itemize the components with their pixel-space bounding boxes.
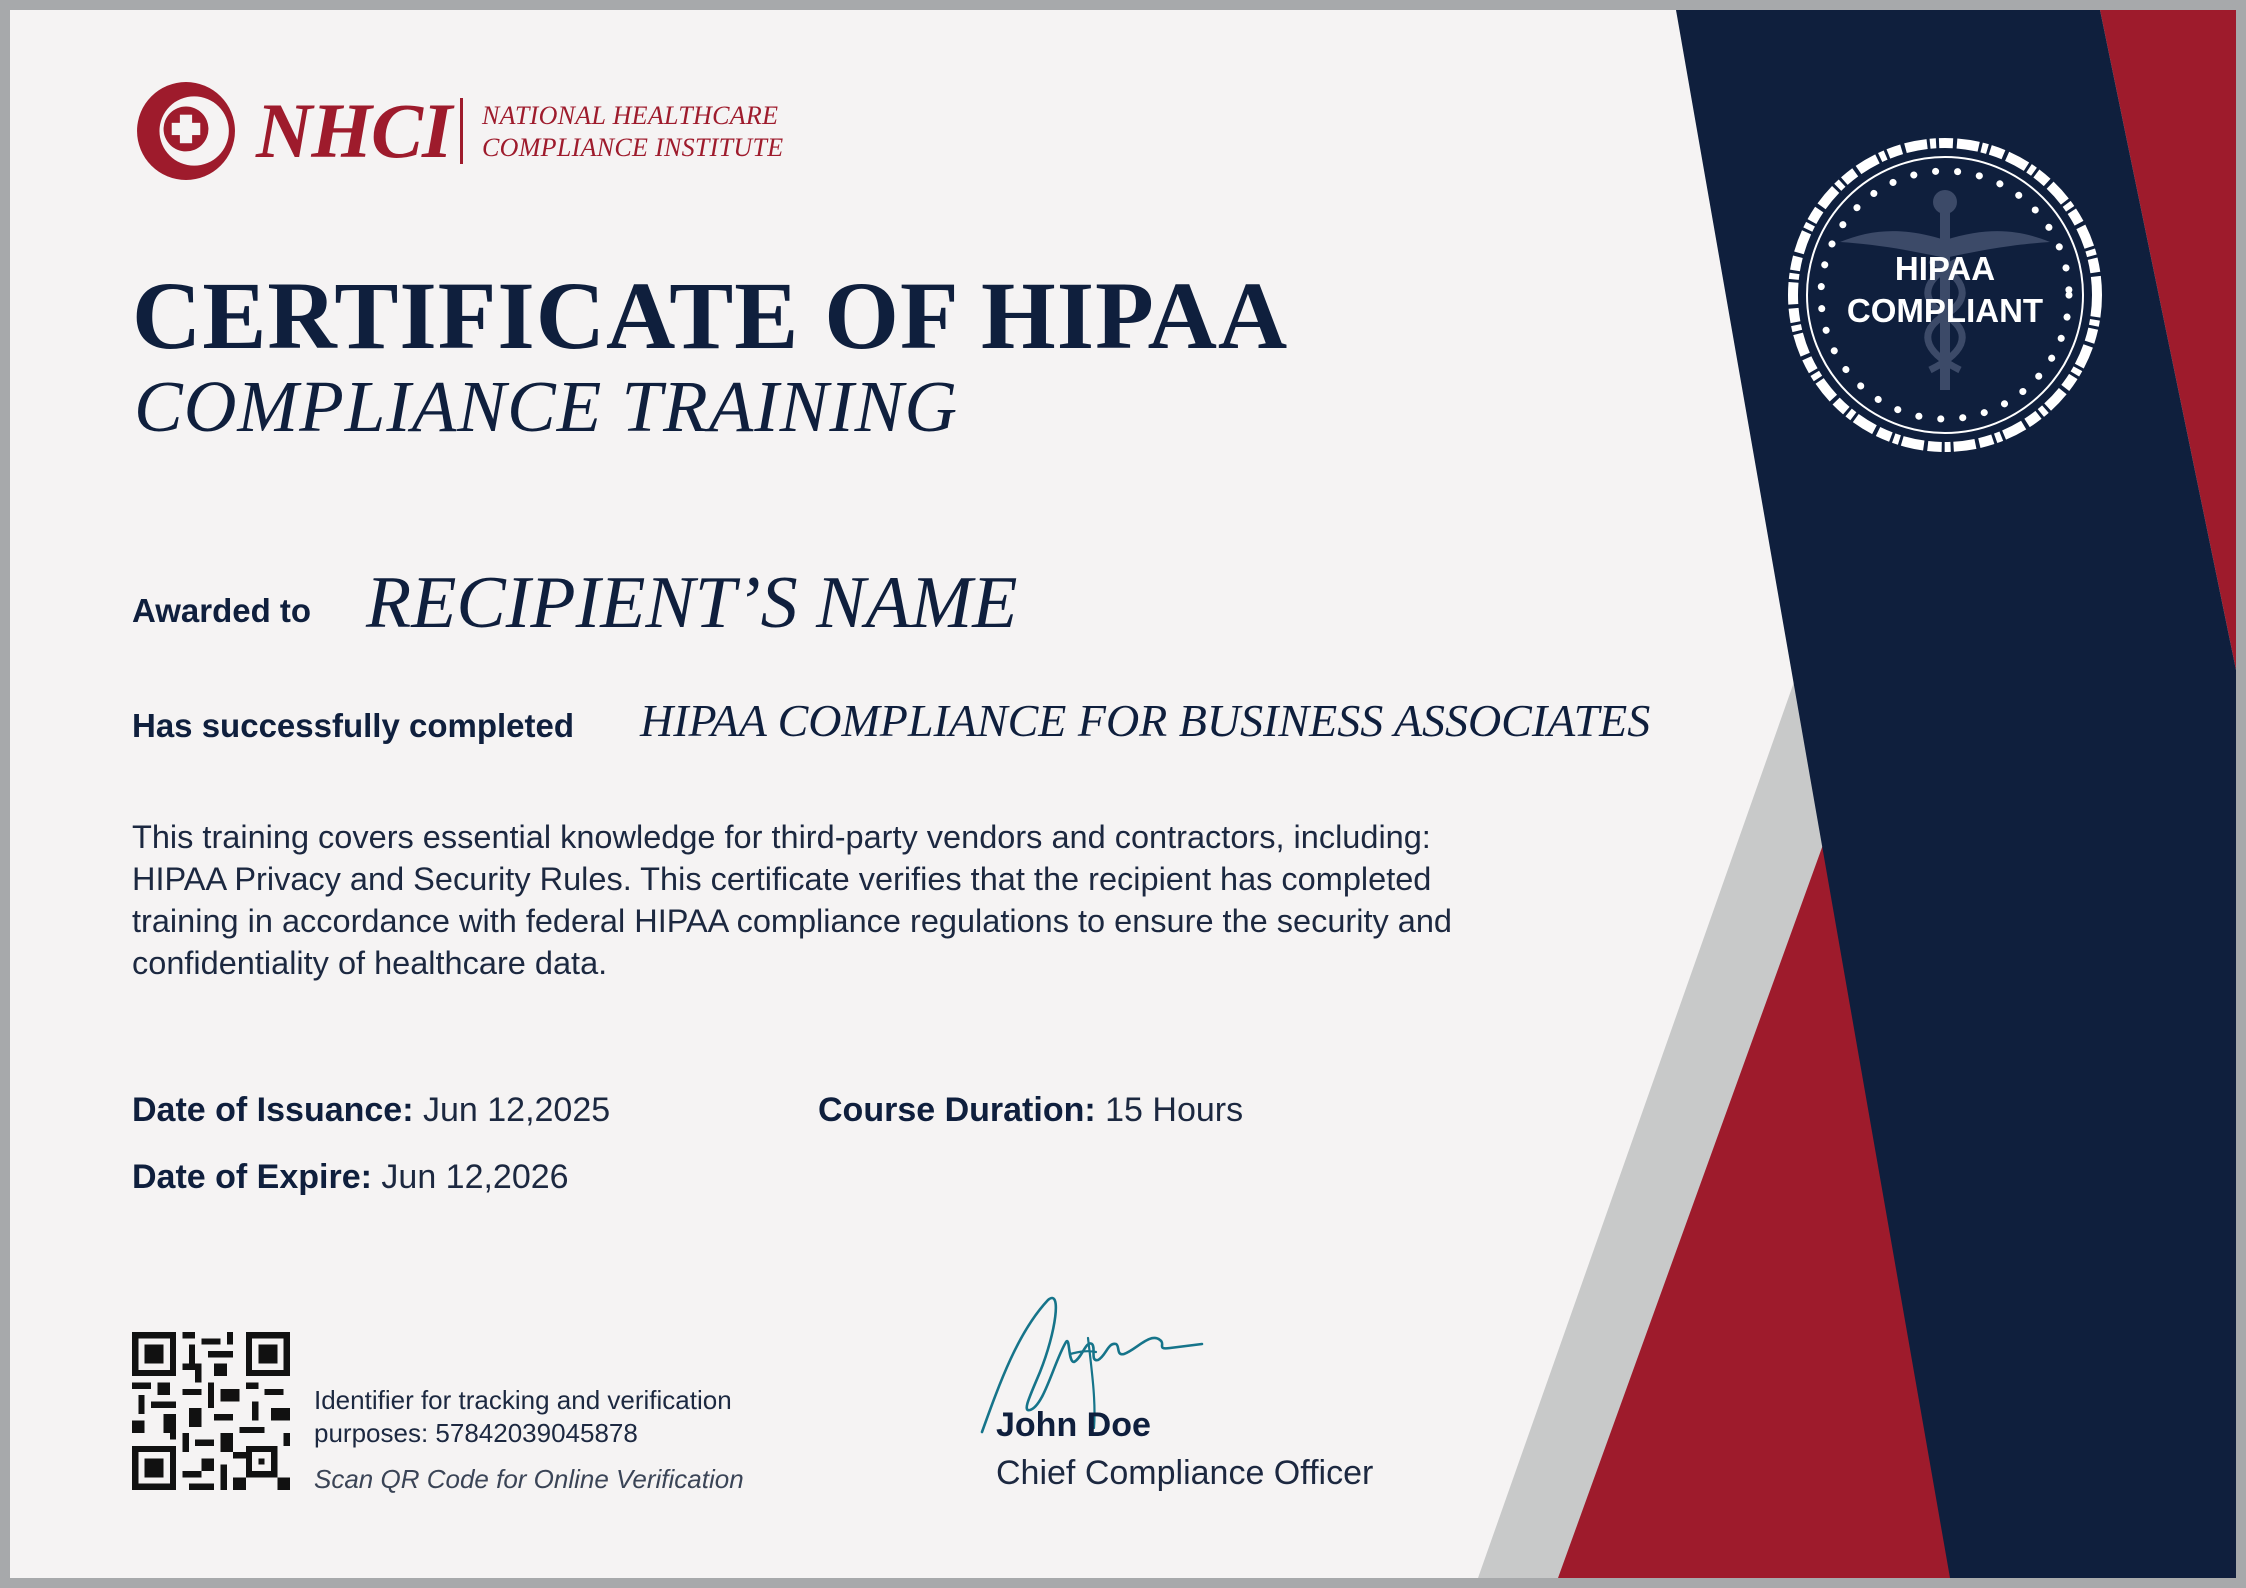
expire-label: Date of Expire:	[132, 1158, 372, 1196]
issuance-value: Jun 12,2025	[422, 1091, 611, 1129]
seal-line-1: HIPAA	[1894, 250, 1996, 287]
medical-cross-icon	[135, 80, 237, 182]
logo-institute-name	[482, 100, 783, 164]
awarded-label: Awarded to	[132, 592, 312, 629]
duration-label: Course Duration:	[818, 1091, 1096, 1129]
logo-line-1: NATIONAL HEALTHCARE	[482, 101, 779, 130]
expire-date	[132, 1158, 569, 1197]
certificate-subtitle: COMPLIANCE TRAINING	[134, 366, 959, 447]
logo-divider	[460, 98, 463, 164]
issuance-label: Date of Issuance:	[132, 1091, 414, 1129]
signatory-name: John Doe	[996, 1406, 1151, 1444]
course-duration	[818, 1091, 1243, 1130]
logo-line-2: COMPLIANCE INSTITUTE	[482, 133, 784, 162]
logo-abbreviation: NHCI	[256, 87, 452, 174]
description: This training covers essential knowledge for third-party vendors and contractors, including: HIPAA Privacy and Security Rules. This certificate verifies that the recipient has completed training in accordance with federal HIPAA compliance regulations to ensure the security and confidentiality of healthcare data.	[132, 819, 1452, 981]
signatory-title: Chief Compliance Officer	[996, 1454, 1374, 1492]
certificate	[10, 10, 2236, 1578]
seal-text	[1780, 248, 2110, 332]
recipient-name: RECIPIENT’S NAME	[366, 562, 1018, 644]
identifier-text: Identifier for tracking and verification purposes: 57842039045878	[314, 1385, 732, 1448]
expire-value: Jun 12,2026	[381, 1158, 569, 1196]
scan-instruction: Scan QR Code for Online Verification	[314, 1464, 744, 1494]
seal-line-2: COMPLIANT	[1846, 292, 2044, 329]
qr-code[interactable]	[132, 1332, 290, 1490]
course-name: HIPAA COMPLIANCE FOR BUSINESS ASSOCIATES	[640, 695, 1651, 746]
completed-label: Has successfully completed	[132, 707, 575, 744]
issuance-date	[132, 1091, 610, 1130]
certificate-title: CERTIFICATE OF HIPAA	[132, 262, 1289, 369]
duration-value: 15 Hours	[1105, 1091, 1244, 1129]
